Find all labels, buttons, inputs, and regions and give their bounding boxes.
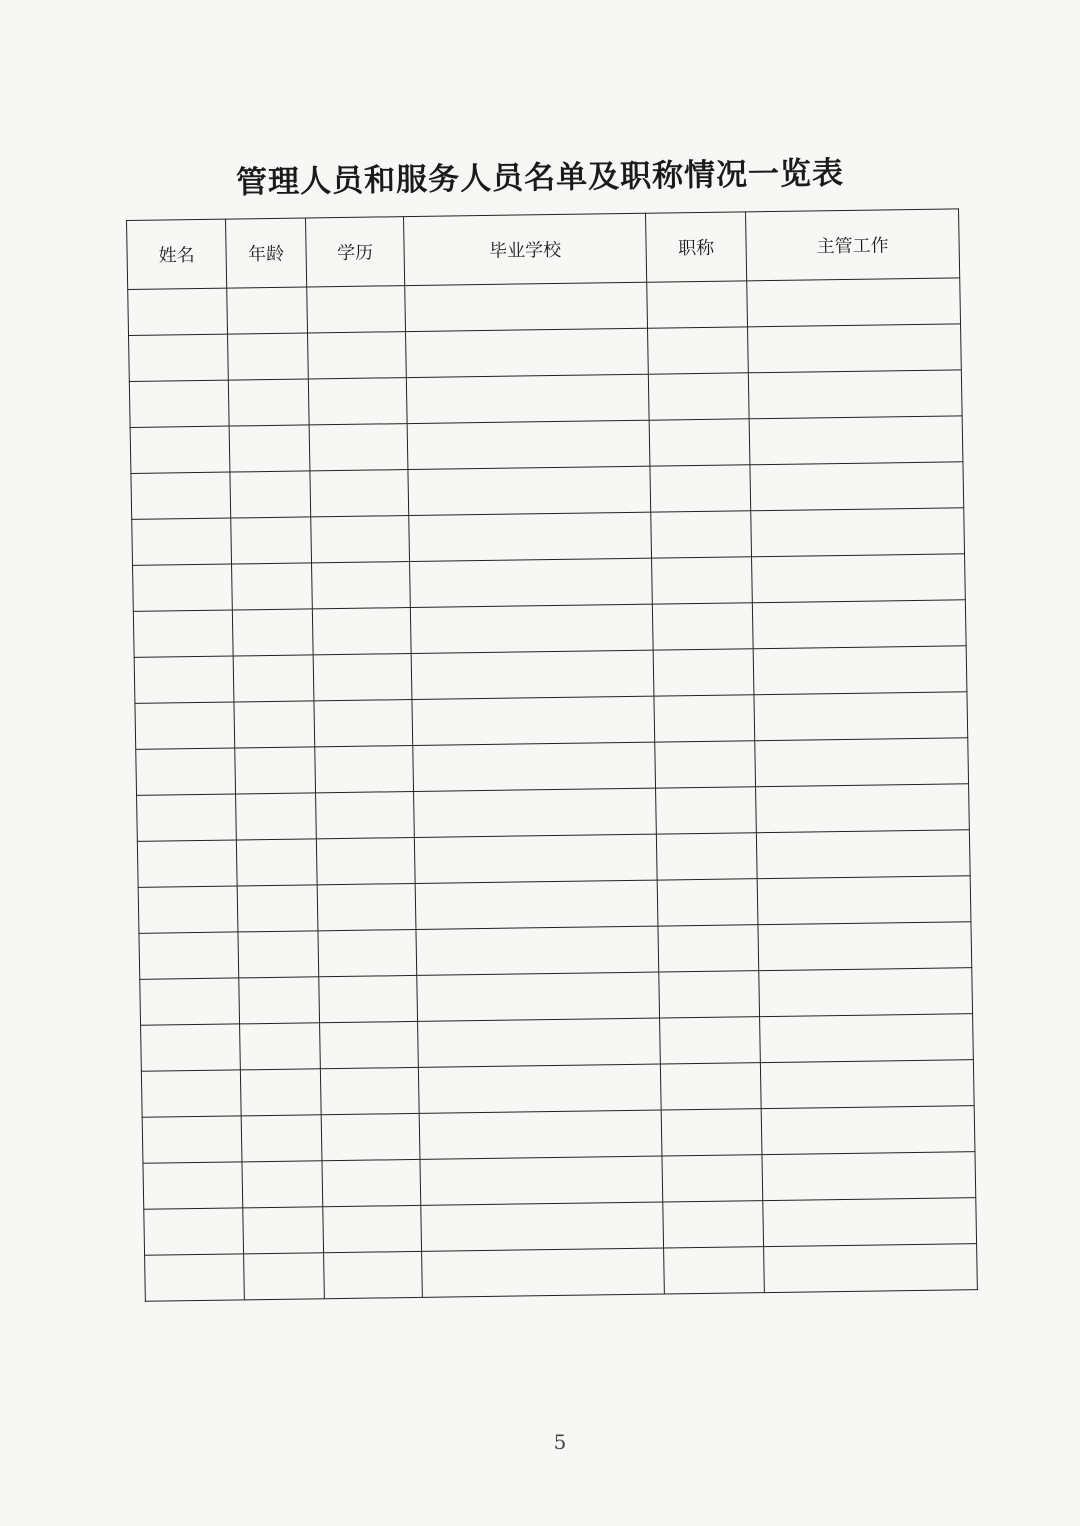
table-cell xyxy=(139,932,239,979)
table-cell xyxy=(761,1106,975,1155)
table-cell xyxy=(418,1064,661,1113)
table-cell xyxy=(238,931,319,978)
table-cell xyxy=(137,840,237,887)
table-cell xyxy=(228,333,309,380)
table-cell xyxy=(308,332,407,379)
table-cell xyxy=(129,334,229,381)
roster-table xyxy=(126,208,978,1301)
table-cell xyxy=(750,462,964,511)
column-header-age: 年龄 xyxy=(226,218,307,288)
column-header-education: 学历 xyxy=(306,217,405,287)
table-cell xyxy=(239,977,320,1024)
table-cell xyxy=(234,701,315,748)
table-cell xyxy=(658,925,759,972)
table-cell xyxy=(747,278,961,327)
table-cell xyxy=(754,692,968,741)
table-cell xyxy=(320,1067,419,1114)
table-header-row xyxy=(127,209,960,290)
table-cell xyxy=(135,702,235,749)
table-cell xyxy=(420,1156,663,1205)
table-cell xyxy=(748,370,962,419)
table-cell xyxy=(324,1251,423,1298)
table-cell xyxy=(411,650,654,699)
table-cell xyxy=(128,288,228,335)
table-cell xyxy=(656,833,757,880)
table-cell xyxy=(140,978,240,1025)
table-cell xyxy=(130,426,230,473)
table-cell xyxy=(656,787,757,834)
table-cell xyxy=(236,839,317,886)
table-cell xyxy=(652,557,753,604)
table-cell xyxy=(308,378,407,425)
table-cell xyxy=(314,700,413,747)
table-cell xyxy=(144,1208,244,1255)
table-cell xyxy=(659,971,760,1018)
table-cell xyxy=(322,1159,421,1206)
table-cell xyxy=(406,374,649,423)
table-cell xyxy=(418,1018,661,1067)
table-cell xyxy=(649,419,750,466)
table-cell xyxy=(416,926,659,975)
table-cell xyxy=(316,791,415,838)
table-cell xyxy=(752,600,966,649)
table-cell xyxy=(231,517,312,564)
table-cell xyxy=(755,738,969,787)
page-number: 5 xyxy=(553,1430,567,1454)
document-title: 管理人员和服务人员名单及职称情况一览表 xyxy=(235,155,845,201)
table-cell xyxy=(648,327,749,374)
table-cell xyxy=(410,558,653,607)
table-cell xyxy=(759,968,973,1017)
table-cell xyxy=(229,425,310,472)
table-cell xyxy=(756,830,970,879)
table-cell xyxy=(133,564,233,611)
table-cell xyxy=(312,562,411,609)
table-cell xyxy=(233,655,314,702)
table-cell xyxy=(141,1070,241,1117)
table-cell xyxy=(664,1247,765,1294)
table-cell xyxy=(421,1202,664,1251)
table-cell xyxy=(419,1110,662,1159)
table-cell xyxy=(243,1207,324,1254)
table-body xyxy=(128,278,978,1301)
column-header-responsibility: 主管工作 xyxy=(746,209,960,281)
table-cell xyxy=(232,563,313,610)
table-cell xyxy=(319,975,418,1022)
table-cell xyxy=(323,1205,422,1252)
table-cell xyxy=(235,747,316,794)
table-cell xyxy=(131,472,231,519)
table-cell xyxy=(232,609,313,656)
table-cell xyxy=(409,512,652,561)
column-header-school: 毕业学校 xyxy=(404,213,647,285)
table-cell xyxy=(647,281,748,328)
table-cell xyxy=(236,793,317,840)
table-cell xyxy=(749,416,963,465)
table-cell xyxy=(650,465,751,512)
table-cell xyxy=(752,554,966,603)
table-cell xyxy=(307,286,406,333)
table-cell xyxy=(141,1024,241,1071)
table-cell xyxy=(311,516,410,563)
table-cell xyxy=(237,885,318,932)
table-cell xyxy=(410,604,653,653)
table-cell xyxy=(661,1109,762,1156)
column-header-title: 职称 xyxy=(646,212,747,282)
table-cell xyxy=(412,696,655,745)
table-cell xyxy=(309,424,408,471)
table-cell xyxy=(408,466,651,515)
table-cell xyxy=(414,834,657,883)
table-cell xyxy=(414,788,657,837)
table-cell xyxy=(413,742,656,791)
table-cell xyxy=(240,1069,321,1116)
table-cell xyxy=(315,745,414,792)
table-cell xyxy=(651,511,752,558)
table-cell xyxy=(320,1021,419,1068)
roster-table-container xyxy=(126,208,977,1301)
table-cell xyxy=(657,879,758,926)
table-cell xyxy=(748,324,962,373)
table-cell xyxy=(129,380,229,427)
table-cell xyxy=(662,1155,763,1202)
table-cell xyxy=(660,1063,761,1110)
table-cell xyxy=(415,880,658,929)
table-cell xyxy=(660,1017,761,1064)
table-cell xyxy=(142,1116,242,1163)
table-cell xyxy=(227,287,308,334)
table-cell xyxy=(648,373,749,420)
column-header-name: 姓名 xyxy=(127,219,227,289)
table-cell xyxy=(132,518,232,565)
table-cell xyxy=(753,646,967,695)
table-cell xyxy=(407,420,650,469)
table-cell xyxy=(240,1023,321,1070)
table-cell xyxy=(136,748,236,795)
table-cell xyxy=(318,929,417,976)
table-cell xyxy=(316,837,415,884)
table-cell xyxy=(760,1014,974,1063)
table-cell xyxy=(756,784,970,833)
table-cell xyxy=(134,656,234,703)
table-cell xyxy=(242,1161,323,1208)
table-cell xyxy=(228,379,309,426)
table-cell xyxy=(422,1248,665,1297)
table-cell xyxy=(133,610,233,657)
table-cell xyxy=(760,1060,974,1109)
table-cell xyxy=(143,1162,243,1209)
table-cell xyxy=(310,470,409,517)
table-cell xyxy=(654,695,755,742)
table-cell xyxy=(317,883,416,930)
table-cell xyxy=(244,1253,325,1300)
table-cell xyxy=(321,1113,420,1160)
table-cell xyxy=(145,1254,245,1301)
table-cell xyxy=(763,1198,977,1247)
table-cell xyxy=(764,1244,978,1293)
table-cell xyxy=(230,471,311,518)
table-cell xyxy=(405,282,648,331)
table-cell xyxy=(652,603,753,650)
table-cell xyxy=(137,794,237,841)
table-cell xyxy=(762,1152,976,1201)
table-cell xyxy=(751,508,965,557)
table-cell xyxy=(138,886,238,933)
table-cell xyxy=(241,1115,322,1162)
table-cell xyxy=(312,608,411,655)
table-cell xyxy=(417,972,660,1021)
table-cell xyxy=(655,741,756,788)
table-cell xyxy=(653,649,754,696)
table-cell xyxy=(757,876,971,925)
table-cell xyxy=(406,328,649,377)
table-cell xyxy=(663,1201,764,1248)
table-cell xyxy=(313,654,412,701)
table-cell xyxy=(758,922,972,971)
